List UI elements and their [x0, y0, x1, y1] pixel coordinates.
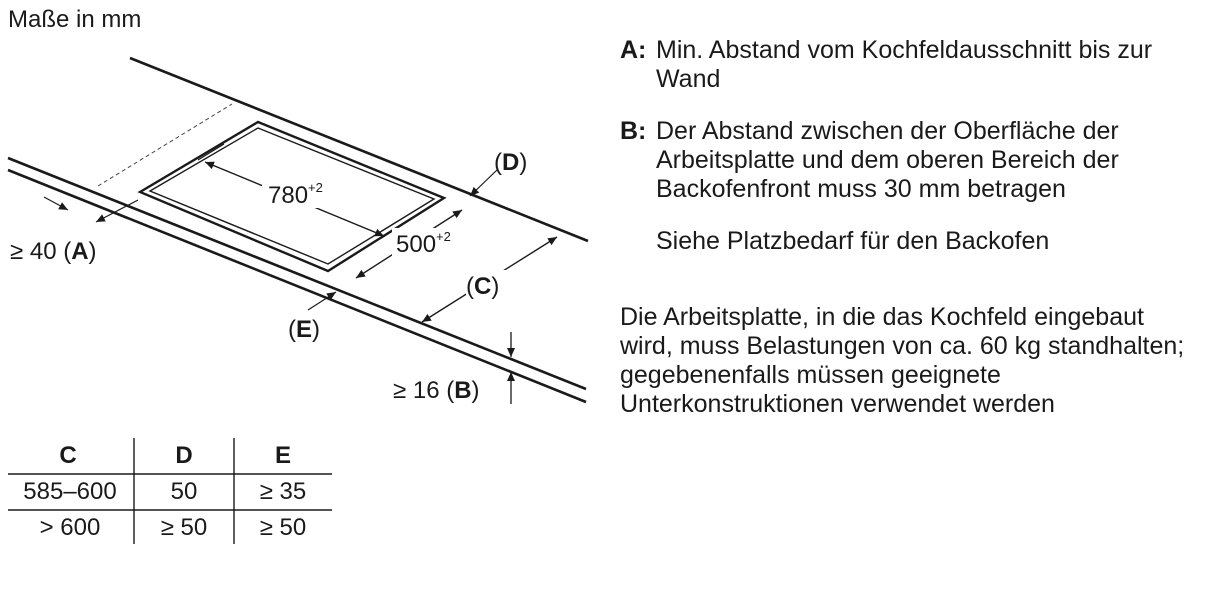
dimension-table	[8, 438, 332, 544]
note-b-text: Der Abstand zwischen der Oberfläche der Arbeitsplatte und dem oberen Bereich der Backofenfront muss 30 mm betragen	[656, 117, 1119, 203]
note-a-text: Min. Abstand vom Kochfeldausschnitt bis zur Wand	[656, 36, 1153, 93]
note-a	[620, 36, 1200, 94]
notes-panel	[620, 36, 1200, 419]
table-header-e: E	[274, 442, 292, 469]
table-header-c: C	[59, 442, 77, 469]
installation-diagram	[0, 0, 600, 600]
table-cell: 585–600	[23, 478, 117, 505]
table-cell: ≥ 35	[259, 478, 307, 505]
units-caption: Maße in mm	[8, 6, 142, 33]
hidden-edge-dashed	[98, 104, 232, 186]
width-tick-left	[198, 144, 224, 160]
d-leader-line	[470, 170, 497, 196]
note-b	[620, 117, 1200, 204]
note-b-key: B:	[620, 117, 647, 145]
d-label: (D)	[494, 149, 528, 176]
b-label: ≥ 16 (B)	[393, 377, 480, 404]
e-label: (E)	[288, 316, 321, 343]
a-dimension-line	[44, 197, 68, 210]
note-b-reference: Siehe Platzbedarf für den Backofen	[656, 227, 1050, 255]
table-cell: > 600	[39, 514, 101, 541]
table-cell: ≥ 50	[160, 514, 208, 541]
width-label: $780^{+2}$	[268, 180, 323, 209]
note-a-key: A:	[620, 36, 647, 64]
table-cell: 50	[170, 478, 198, 505]
table-header-d: D	[175, 442, 193, 469]
depth-label: $500^{+2}$	[396, 229, 451, 258]
worktop-load-note: Die Arbeitsplatte, in die das Kochfeld eingebaut wird, muss Belastungen von ca. 60 kg standhalten; gegebenenfalls müssen geeignete Unterkonstruktionen verwendet werden	[620, 303, 1185, 418]
table-cell: ≥ 50	[259, 514, 307, 541]
c-label: (C)	[466, 273, 500, 300]
a-label: ≥ 40 (A)	[10, 238, 97, 265]
